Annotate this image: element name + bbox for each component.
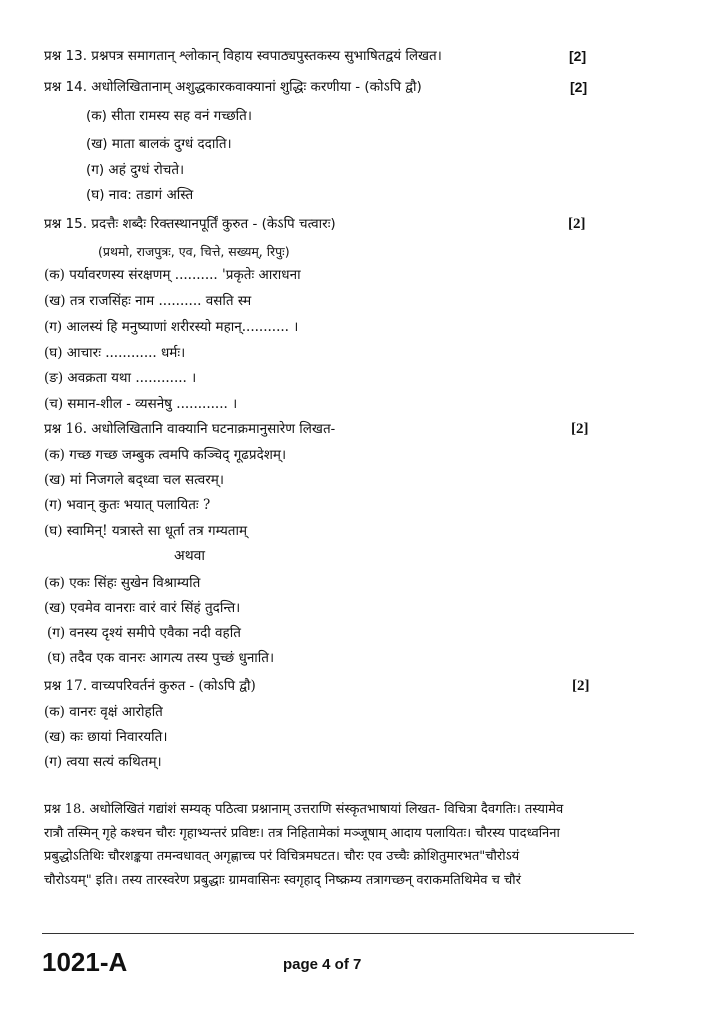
question-18-line: रात्रौ तस्मिन् गृहे कश्चन चौरः गृहाभ्यन्तरं प्रविष्टः। तत्र निहितामेकां मञ्जूषाम् आदाय पलायितः। चौरस्य पादध्वनिना xyxy=(44,825,560,841)
question-16-item: (घ) स्वामिन्! यत्रास्ते सा धूर्ता तत्र गम्यताम् xyxy=(44,523,248,539)
question-14-item: (क) सीता रामस्य सह वनं गच्छति। xyxy=(86,108,252,124)
question-15-marks: [2] xyxy=(568,216,586,232)
question-16-item: (ख) मां निजगले बद्ध्वा चल सत्वरम्। xyxy=(44,472,224,488)
question-14-item: (ग) अहं दुग्धं रोचते। xyxy=(86,162,185,178)
question-15-item: (घ) आचारः ............ धर्मः। xyxy=(44,345,186,361)
question-16-alt-item: (ख) एवमेव वानराः वारं वारं सिंहं तुदन्ति। xyxy=(44,600,241,616)
question-13: प्रश्न 13. प्रश्नपत्र समागतान् श्लोकान् विहाय स्वपाठ्यपुस्तकस्य सुभाषितद्वयं लिखत। xyxy=(44,48,442,64)
question-16: प्रश्न 16. अधोलिखितानि वाक्यानि घटनाक्रमानुसारेण लिखत- xyxy=(44,421,336,437)
page-number: page 4 of 7 xyxy=(283,956,362,973)
question-18-line: प्रश्न 18. अधोलिखितं गद्यांशं सम्यक् पठित्वा प्रश्नानाम् उत्तराणि संस्कृतभाषायां लिखत- विचित्रा दैवगतिः। तस्यामेव xyxy=(44,802,564,817)
footer-divider xyxy=(42,933,634,934)
question-18-passage xyxy=(44,798,684,892)
paper-code: 1021-A xyxy=(42,947,128,977)
question-16-marks: [2] xyxy=(571,421,589,437)
question-14-item: (घ) नाव: तडागं अस्ति xyxy=(86,187,194,203)
question-13-marks: [2] xyxy=(569,48,587,64)
question-15-item: (ङ) अवक्रता यथा ............ । xyxy=(44,370,197,386)
question-16-alt-item: (ग) वनस्य दृश्यं समीपे एवैका नदी वहति xyxy=(47,625,241,641)
question-15-word-bank: (प्रथमो, राजपुत्रः, एव, चित्ते, सख्यम्, रिपुः) xyxy=(98,244,290,259)
question-17-item: (ग) त्वया सत्यं कथितम्। xyxy=(44,754,162,770)
question-15-item: (ग) आलस्यं हि मनुष्याणां शरीरस्यो महान्........... । xyxy=(44,319,299,335)
question-18-line: प्रबुद्धोऽतिथिः चौरशङ्कया तमन्वधावत् अगृह्णाच्च परं विचित्रमघटत। चौरः एव उच्चैः क्रोशितुमारभत"चौरोऽयं xyxy=(44,849,520,864)
question-17-item: (क) वानरः वृक्षं आरोहति xyxy=(44,704,163,720)
question-16-alt-item: (क) एकः सिंहः सुखेन विश्राम्यति xyxy=(44,575,201,591)
question-15-item: (ख) तत्र राजसिंहः नाम .......... वसति स्म xyxy=(44,293,252,309)
question-16-alt-item: (घ) तदैव एक वानरः आगत्य तस्य पुच्छं धुनाति। xyxy=(47,650,275,666)
question-14-item: (ख) माता बालकं दुग्धं ददाति। xyxy=(86,136,232,152)
question-14: प्रश्न 14. अधोलिखितानाम् अशुद्धकारकवाक्यानां शुद्धिः करणीया - (कोऽपि द्वौ) xyxy=(44,79,422,95)
question-17-item: (ख) कः छायां निवारयति। xyxy=(44,729,168,745)
question-15-item: (क) पर्यावरणस्य संरक्षणम् .......... 'प्रकृतेः आराधना xyxy=(44,267,301,283)
question-16-item: (ग) भवान् कुतः भयात् पलायितः ? xyxy=(44,497,211,513)
question-15: प्रश्न 15. प्रदत्तैः शब्दैः रिक्तस्थानपूर्तिं कुरुत - (केऽपि चत्वारः) xyxy=(44,216,336,232)
question-18-line: चौरोऽयम्" इति। तस्य तारस्वरेण प्रबुद्धाः ग्रामवासिनः स्वगृहाद् निष्क्रम्य तत्रागच्छन् वराकमतिथिमेव च चौरं xyxy=(44,872,521,888)
question-16-or: अथवा xyxy=(174,548,206,564)
question-16-item: (क) गच्छ गच्छ जम्बुक त्वमपि कञ्चिद् गूढप्रदेशम्। xyxy=(44,447,287,463)
question-17-marks: [2] xyxy=(572,678,590,694)
question-14-marks: [2] xyxy=(570,79,588,95)
question-17: प्रश्न 17. वाच्यपरिवर्तनं कुरुत - (कोऽपि द्वौ) xyxy=(44,678,256,694)
question-15-item: (च) समान-शील - व्यसनेषु ............ । xyxy=(44,396,238,412)
